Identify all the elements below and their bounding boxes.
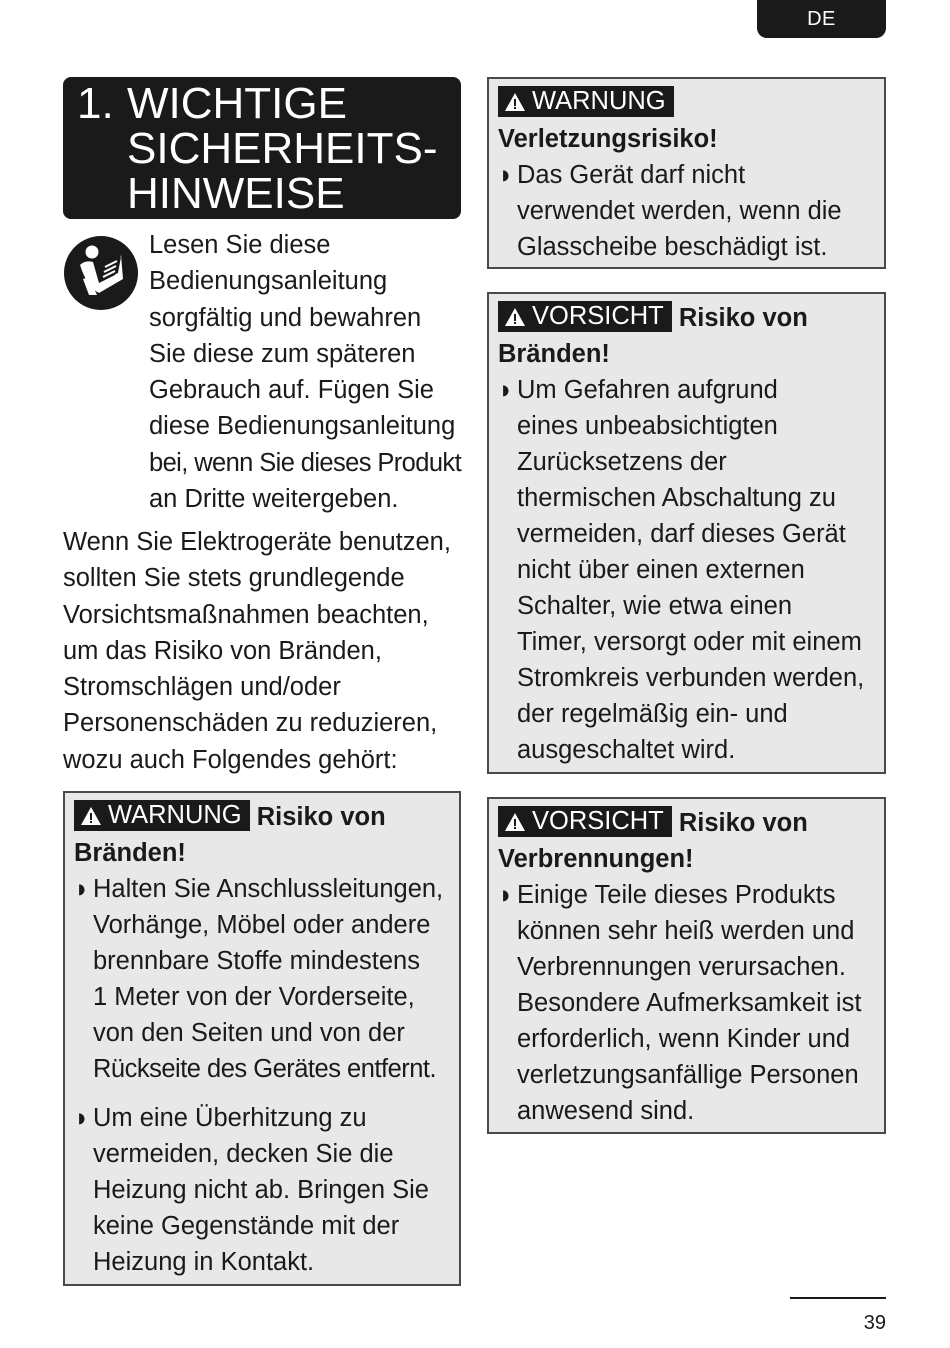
box-heading: Bränden!	[498, 340, 610, 368]
text-line: an Dritte weitergeben.	[149, 485, 399, 514]
badge-label: WARNUNG	[532, 87, 666, 115]
text-line: Bedienungsanleitung	[149, 267, 388, 296]
warning-triangle-icon	[80, 806, 102, 826]
text-line: Glasscheibe beschädigt ist.	[517, 233, 828, 261]
general-paragraph	[63, 524, 463, 778]
warning-box-fire	[63, 791, 461, 1286]
text-line: Sie diese zum späteren	[149, 339, 416, 368]
text-line: Personenschäden zu reduzieren,	[63, 709, 438, 738]
title-line: WICHTIGE	[127, 79, 347, 128]
text-line: Vorhänge, Möbel oder andere	[93, 911, 431, 939]
caution-box-burns	[487, 797, 886, 1134]
text-line: Besondere Aufmerksamkeit ist	[517, 989, 862, 1017]
warning-box-injury	[487, 77, 886, 269]
box-heading: Verbrennungen!	[498, 845, 694, 873]
text-line: thermischen Abschaltung zu	[517, 484, 836, 512]
text-line: um das Risiko von Bränden,	[63, 636, 382, 665]
bullet-icon: ◗	[74, 1104, 90, 1132]
bullet-icon: ◗	[74, 875, 90, 903]
text-line: Gebrauch auf. Fügen Sie	[149, 376, 434, 405]
text-line: Stromschlägen und/oder	[63, 673, 341, 702]
text-line: Vorsichtsmaßnahmen beachten,	[63, 600, 429, 629]
title-line: HINWEISE	[127, 169, 345, 218]
text-line: verwendet werden, wenn die	[517, 197, 842, 225]
bullet-icon: ◗	[498, 881, 514, 909]
text-line: Um Gefahren aufgrund	[517, 376, 778, 404]
box-heading: Verletzungsrisiko!	[498, 125, 718, 153]
footer-divider	[790, 1297, 886, 1299]
text-line: Um eine Überhitzung zu	[93, 1104, 367, 1132]
text-line: vermeiden, darf dieses Gerät	[517, 520, 846, 548]
warning-triangle-icon	[504, 307, 526, 327]
text-line: keine Gegenstände mit der	[93, 1212, 400, 1240]
section-title	[63, 77, 461, 219]
text-line: vermeiden, decken Sie die	[93, 1140, 394, 1168]
warning-badge	[74, 800, 250, 831]
bullet-icon: ◗	[498, 376, 514, 404]
text-line: wozu auch Folgendes gehört:	[63, 745, 398, 774]
text-line: 1 Meter von der Vorderseite,	[93, 983, 415, 1011]
read-manual-icon	[63, 235, 139, 311]
language-tab: DE	[757, 0, 886, 38]
text-line: Heizung nicht ab. Bringen Sie	[93, 1176, 429, 1204]
text-line: diese Bedienungsanleitung	[149, 412, 456, 441]
intro-paragraph	[149, 227, 464, 517]
text-line: können sehr heiß werden und	[517, 917, 855, 945]
title-line: SICHERHEITS-	[127, 124, 438, 173]
badge-label: VORSICHT	[532, 302, 664, 330]
text-line: Verbrennungen verursachen.	[517, 953, 846, 981]
text-line: Einige Teile dieses Produkts	[517, 881, 836, 909]
text-line: eines unbeabsichtigten	[517, 412, 778, 440]
text-line: Schalter, wie etwa einen	[517, 592, 792, 620]
text-line: nicht über einen externen	[517, 556, 805, 584]
text-line: der regelmäßig ein- und	[517, 700, 788, 728]
warning-triangle-icon	[504, 92, 526, 112]
text-line: anwesend sind.	[517, 1097, 695, 1125]
text-line: Timer, versorgt oder mit einem	[517, 628, 862, 656]
text-line: Halten Sie Anschlussleitungen,	[93, 875, 444, 903]
badge-label: WARNUNG	[108, 801, 242, 829]
caution-badge	[498, 806, 672, 837]
text-line: Rückseite des Gerätes entfernt.	[93, 1055, 437, 1083]
text-line: brennbare Stoffe mindestens	[93, 947, 420, 975]
text-line: sorgfältig und bewahren	[149, 303, 422, 332]
text-line: bei, wenn Sie dieses Produkt	[149, 448, 462, 477]
text-line: von den Seiten und von der	[93, 1019, 405, 1047]
caution-badge	[498, 301, 672, 332]
text-line: Lesen Sie diese	[149, 231, 331, 259]
box-heading: Risiko von	[678, 809, 808, 837]
text-line: erforderlich, wenn Kinder und	[517, 1025, 851, 1053]
text-line: sollten Sie stets grundlegende	[63, 564, 405, 593]
section-number: 1.	[77, 79, 114, 128]
bullet-icon: ◗	[498, 161, 514, 189]
text-line: Heizung in Kontakt.	[93, 1248, 315, 1276]
text-line: verletzungsanfällige Personen	[517, 1061, 859, 1089]
text-line: Stromkreis verbunden werden,	[517, 664, 865, 692]
box-heading: Risiko von	[678, 304, 808, 332]
warning-triangle-icon	[504, 812, 526, 832]
text-line: Das Gerät darf nicht	[517, 161, 746, 189]
text-line: Zurücksetzens der	[517, 448, 727, 476]
text-line: Wenn Sie Elektrogeräte benutzen,	[63, 528, 451, 556]
badge-label: VORSICHT	[532, 807, 664, 835]
box-heading: Bränden!	[74, 839, 186, 867]
page-number: 39	[863, 1312, 886, 1334]
text-line: ausgeschaltet wird.	[517, 736, 736, 764]
box-heading: Risiko von	[256, 803, 386, 831]
warning-badge	[498, 86, 674, 117]
caution-box-fire	[487, 292, 886, 774]
